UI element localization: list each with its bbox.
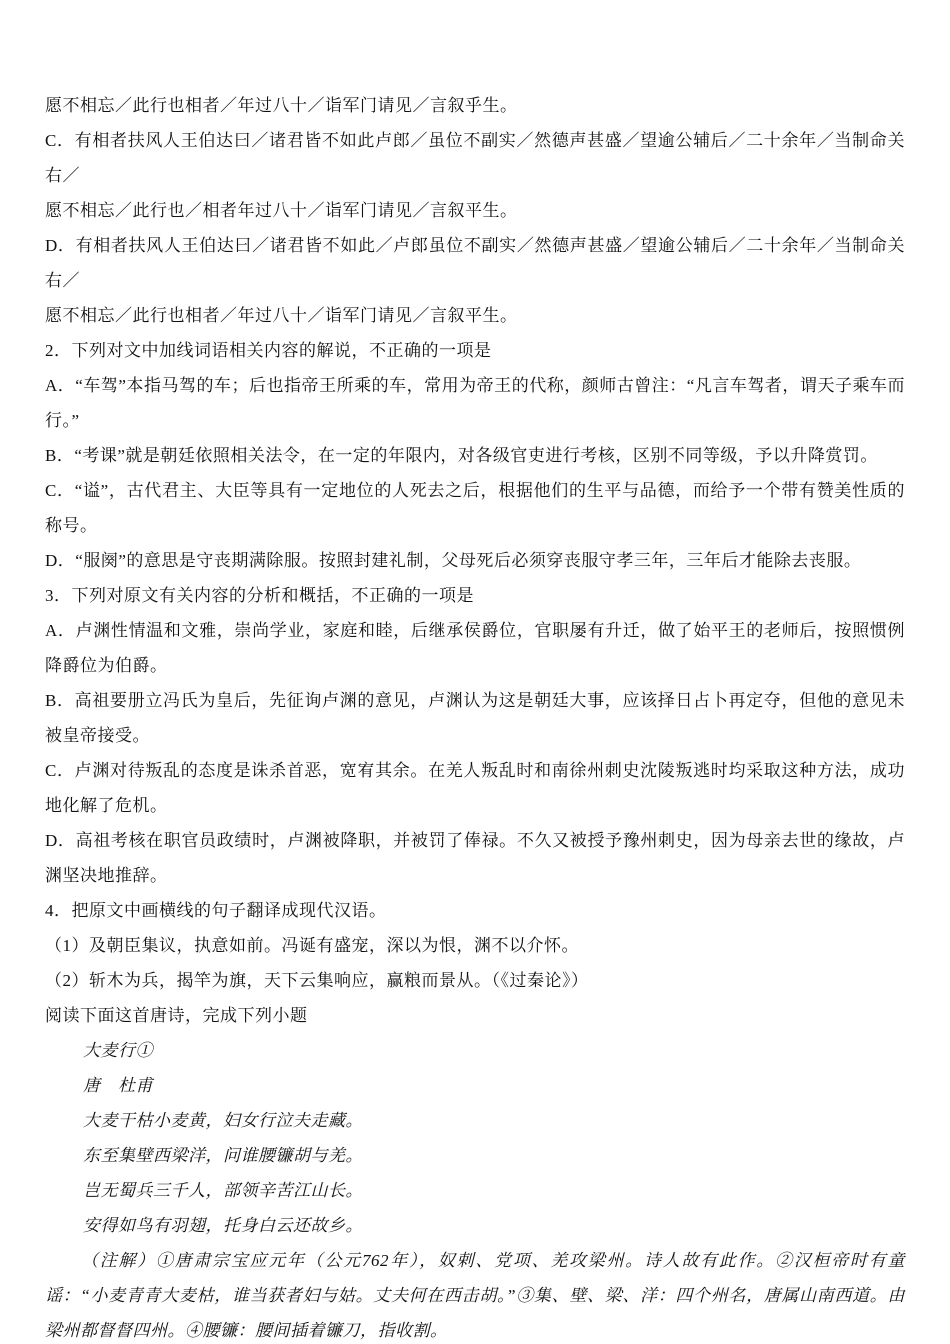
poem-section-intro: 阅读下面这首唐诗，完成下列小题 <box>45 1006 308 1025</box>
q2-option-a: A．“车驾”本指马驾的车；后也指帝王所乘的车，常用为帝王的代称，颜师古曾注：“凡言车驾者，谓天子乘车而行。” <box>45 376 905 430</box>
q1-option-d-tail: 愿不相忘／此行也相者／年过八十／诣军门请见／言叙平生。 <box>45 306 518 325</box>
poem-notes: （注解）①唐肃宗宝应元年（公元762年），奴剌、党项、羌攻梁州。诗人故有此作。②汉桓帝时有童谣：“小麦青青大麦枯，谁当获者妇与姑。丈夫何在西击胡。”③集、壁、梁、洋：四个州名，唐属山南西道。由梁州都督督四州。④腰镰：腰间插着镰刀，指收割。 <box>45 1251 905 1340</box>
poem-line-4: 安得如鸟有羽翅，托身白云还故乡。 <box>83 1216 363 1235</box>
q4-item-2: （2）斩木为兵，揭竿为旗，天下云集响应，赢粮而景从。（《过秦论》） <box>45 971 589 990</box>
poem-line-2: 东至集壁西梁洋，问谁腰镰胡与羌。 <box>83 1146 363 1165</box>
q2-option-d: D．“服阕”的意思是守丧期满除服。按照封建礼制，父母死后必须穿丧服守孝三年，三年后才能除去丧服。 <box>45 551 862 570</box>
q1-option-d: D．有相者扶风人王伯达曰／诸君皆不如此／卢郎虽位不副实／然德声甚盛／望逾公辅后／二十余年／当制命关右／ <box>45 236 905 290</box>
q1-prev-option-tail: 愿不相忘／此行也相者／年过八十／诣军门请见／言叙乎生。 <box>45 96 518 115</box>
q1-option-c-tail: 愿不相忘／此行也／相者年过八十／诣军门请见／言叙平生。 <box>45 201 518 220</box>
q3-option-a: A．卢渊性情温和文雅，崇尚学业，家庭和睦，后继承侯爵位，官职屡有升迁，做了始平王的老师后，按照惯例降爵位为伯爵。 <box>45 621 905 675</box>
poem-line-3: 岂无蜀兵三千人，部领辛苦江山长。 <box>83 1181 363 1200</box>
q3-option-c: C．卢渊对待叛乱的态度是诛杀首恶，宽宥其余。在羌人叛乱时和南徐州刺史沈陵叛逃时均采取这种方法，成功地化解了危机。 <box>45 761 905 815</box>
q3-option-b: B．高祖要册立冯氏为皇后，先征询卢渊的意见，卢渊认为这是朝廷大事，应该择日占卜再定夺，但他的意见未被皇帝接受。 <box>45 691 905 745</box>
poem-line-1: 大麦干枯小麦黄，妇女行泣夫走藏。 <box>83 1111 363 1130</box>
q4-item-1: （1）及朝臣集议，执意如前。冯诞有盛宠，深以为恨，渊不以介怀。 <box>45 936 579 955</box>
q2-option-c: C．“谥”，古代君主、大臣等具有一定地位的人死去之后，根据他们的生平与品德，而给予一个带有赞美性质的称号。 <box>45 481 905 535</box>
q2-option-b: B．“考课”就是朝廷依照相关法令，在一定的年限内，对各级官吏进行考核，区别不同等级，予以升降赏罚。 <box>45 446 878 465</box>
q3-option-d: D．高祖考核在职官员政绩时，卢渊被降职，并被罚了俸禄。不久又被授予豫州刺史，因为母亲去世的缘故，卢渊坚决地推辞。 <box>45 831 905 885</box>
q2-stem: 2．下列对文中加线词语相关内容的解说，不正确的一项是 <box>45 341 492 360</box>
q4-stem: 4．把原文中画横线的句子翻译成现代汉语。 <box>45 901 387 920</box>
poem-title: 大麦行① <box>83 1041 153 1060</box>
q3-stem: 3．下列对原文有关内容的分析和概括，不正确的一项是 <box>45 586 474 605</box>
q1-option-c: C．有相者扶风人王伯达曰／诸君皆不如此卢郎／虽位不副实／然德声甚盛／望逾公辅后／二十余年／当制命关右／ <box>45 131 905 185</box>
poem-author: 唐 杜甫 <box>83 1076 153 1095</box>
